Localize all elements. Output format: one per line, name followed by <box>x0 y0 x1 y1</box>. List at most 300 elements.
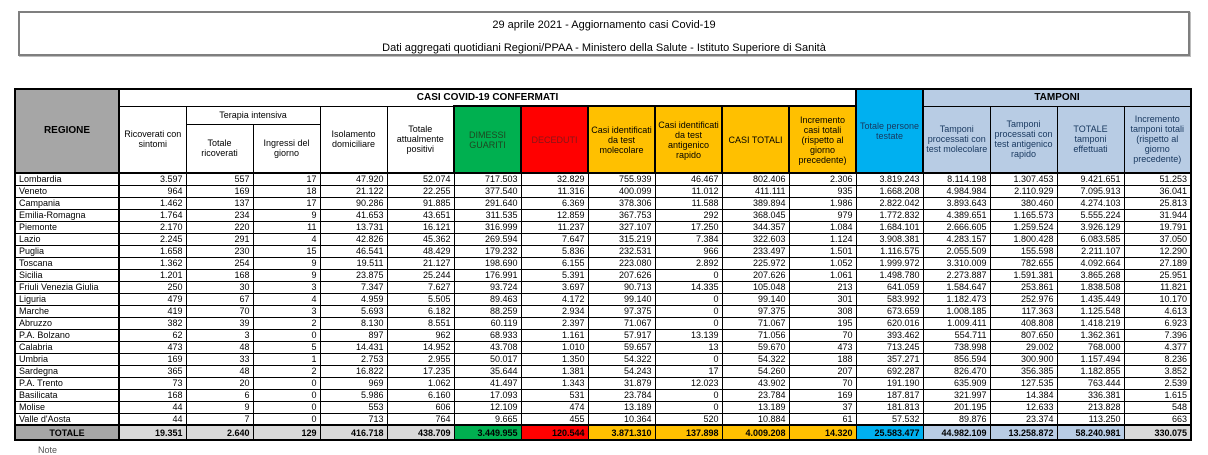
value-cell: 25.951 <box>1124 269 1191 281</box>
value-cell: 763.444 <box>1057 377 1124 389</box>
value-cell: 73 <box>119 377 186 389</box>
value-cell: 2.211.107 <box>1057 245 1124 257</box>
value-cell: 897 <box>320 329 387 341</box>
value-cell: 54.322 <box>588 353 655 365</box>
value-cell: 315.219 <box>588 233 655 245</box>
value-cell: 2.539 <box>1124 377 1191 389</box>
value-cell: 367.753 <box>588 209 655 221</box>
group-header-terapia-intensiva: Terapia intensiva <box>186 106 320 124</box>
value-cell: 641.059 <box>856 281 923 293</box>
title-box <box>18 11 1190 56</box>
value-cell: 5 <box>253 341 320 353</box>
value-cell: 23.784 <box>588 389 655 401</box>
report-subtitle: Dati aggregati quotidiani Regioni/PPAA - Ministero della Salute - Istituto Superiore di Sanità <box>382 42 826 54</box>
value-cell: 14.384 <box>990 389 1057 401</box>
value-cell: 356.385 <box>990 365 1057 377</box>
value-cell: 1.684.101 <box>856 221 923 233</box>
value-cell: 764 <box>387 413 454 425</box>
value-cell: 1.498.780 <box>856 269 923 281</box>
region-name: Abruzzo <box>15 317 119 329</box>
value-cell: 979 <box>789 209 856 221</box>
col-header-attualmente-positivi: Totale attualmente positivi <box>387 106 454 173</box>
table-row <box>15 413 1191 425</box>
value-cell: 2.753 <box>320 353 387 365</box>
table-row <box>15 185 1191 197</box>
table-body <box>15 173 1191 440</box>
value-cell: 8.236 <box>1124 353 1191 365</box>
value-cell: 97.375 <box>722 305 789 317</box>
value-cell: 11 <box>253 221 320 233</box>
value-cell: 1.116.575 <box>856 245 923 257</box>
value-cell: 0 <box>655 269 722 281</box>
totale-value-cell: 4.009.208 <box>722 425 789 440</box>
value-cell: 378.306 <box>588 197 655 209</box>
value-cell: 408.808 <box>990 317 1057 329</box>
value-cell: 3.310.009 <box>923 257 990 269</box>
value-cell: 4.092.664 <box>1057 257 1124 269</box>
value-cell: 311.535 <box>454 209 521 221</box>
value-cell: 962 <box>387 329 454 341</box>
value-cell: 344.357 <box>722 221 789 233</box>
value-cell: 11.821 <box>1124 281 1191 293</box>
totale-value-cell: 2.640 <box>186 425 253 440</box>
group-header-casi-confermati: CASI COVID-19 CONFERMATI <box>119 89 856 106</box>
value-cell: 3 <box>253 281 320 293</box>
value-cell: 48.429 <box>387 245 454 257</box>
value-cell: 1.161 <box>521 329 588 341</box>
value-cell: 5.986 <box>320 389 387 401</box>
value-cell: 54.260 <box>722 365 789 377</box>
value-cell: 30 <box>186 281 253 293</box>
totale-value-cell: 438.709 <box>387 425 454 440</box>
value-cell: 97.375 <box>588 305 655 317</box>
value-cell: 89.463 <box>454 293 521 305</box>
value-cell: 9.665 <box>454 413 521 425</box>
value-cell: 70 <box>186 305 253 317</box>
value-cell: 5.693 <box>320 305 387 317</box>
value-cell: 191.190 <box>856 377 923 389</box>
col-header-incremento-tamponi: Incremento tamponi totali (rispetto al giorno precedente) <box>1124 106 1191 173</box>
value-cell: 232.531 <box>588 245 655 257</box>
value-cell: 738.998 <box>923 341 990 353</box>
value-cell: 7.384 <box>655 233 722 245</box>
value-cell: 0 <box>253 389 320 401</box>
value-cell: 548 <box>1124 401 1191 413</box>
value-cell: 755.939 <box>588 173 655 185</box>
value-cell: 4.389.651 <box>923 209 990 221</box>
value-cell: 46.467 <box>655 173 722 185</box>
value-cell: 3 <box>186 329 253 341</box>
value-cell: 25.813 <box>1124 197 1191 209</box>
value-cell: 5.555.224 <box>1057 209 1124 221</box>
table-row <box>15 257 1191 269</box>
table-row <box>15 377 1191 389</box>
value-cell: 6.923 <box>1124 317 1191 329</box>
value-cell: 531 <box>521 389 588 401</box>
value-cell: 168 <box>186 269 253 281</box>
totale-value-cell: 13.258.872 <box>990 425 1057 440</box>
value-cell: 3.893.643 <box>923 197 990 209</box>
table-row <box>15 245 1191 257</box>
value-cell: 105.048 <box>722 281 789 293</box>
value-cell: 635.909 <box>923 377 990 389</box>
value-cell: 1.658 <box>119 245 186 257</box>
totale-value-cell: 25.583.477 <box>856 425 923 440</box>
value-cell: 198.690 <box>454 257 521 269</box>
value-cell: 9.421.651 <box>1057 173 1124 185</box>
value-cell: 1.182.855 <box>1057 365 1124 377</box>
region-name: P.A. Bolzano <box>15 329 119 341</box>
value-cell: 15 <box>253 245 320 257</box>
value-cell: 254 <box>186 257 253 269</box>
value-cell: 13 <box>655 341 722 353</box>
value-cell: 0 <box>655 317 722 329</box>
value-cell: 27.189 <box>1124 257 1191 269</box>
value-cell: 14.952 <box>387 341 454 353</box>
value-cell: 291 <box>186 233 253 245</box>
value-cell: 57.532 <box>856 413 923 425</box>
region-name: Sicilia <box>15 269 119 281</box>
value-cell: 5.836 <box>521 245 588 257</box>
table-row <box>15 233 1191 245</box>
value-cell: 33 <box>186 353 253 365</box>
value-cell: 70 <box>789 329 856 341</box>
value-cell: 36.041 <box>1124 185 1191 197</box>
value-cell: 620.016 <box>856 317 923 329</box>
value-cell: 673.659 <box>856 305 923 317</box>
value-cell: 357.271 <box>856 353 923 365</box>
value-cell: 14.431 <box>320 341 387 353</box>
value-cell: 67 <box>186 293 253 305</box>
value-cell: 9 <box>253 269 320 281</box>
value-cell: 2.055.509 <box>923 245 990 257</box>
value-cell: 583.992 <box>856 293 923 305</box>
value-cell: 11.012 <box>655 185 722 197</box>
region-name: Marche <box>15 305 119 317</box>
value-cell: 2.822.042 <box>856 197 923 209</box>
value-cell: 17 <box>253 197 320 209</box>
value-cell: 692.287 <box>856 365 923 377</box>
value-cell: 6.369 <box>521 197 588 209</box>
value-cell: 16.121 <box>387 221 454 233</box>
value-cell: 89.876 <box>923 413 990 425</box>
value-cell: 21.127 <box>387 257 454 269</box>
value-cell: 966 <box>655 245 722 257</box>
value-cell: 117.363 <box>990 305 1057 317</box>
value-cell: 234 <box>186 209 253 221</box>
value-cell: 3.597 <box>119 173 186 185</box>
region-name: Piemonte <box>15 221 119 233</box>
value-cell: 60.119 <box>454 317 521 329</box>
value-cell: 23.875 <box>320 269 387 281</box>
value-cell: 10.884 <box>722 413 789 425</box>
value-cell: 8.114.198 <box>923 173 990 185</box>
value-cell: 1.343 <box>521 377 588 389</box>
value-cell: 1.010 <box>521 341 588 353</box>
value-cell: 8.551 <box>387 317 454 329</box>
value-cell: 1.157.494 <box>1057 353 1124 365</box>
value-cell: 606 <box>387 401 454 413</box>
col-header-totale-ricoverati: Totale ricoverati <box>186 124 253 173</box>
value-cell: 48 <box>186 365 253 377</box>
covid-table <box>14 88 1192 441</box>
region-name: Lombardia <box>15 173 119 185</box>
value-cell: 1.182.473 <box>923 293 990 305</box>
value-cell: 3.819.243 <box>856 173 923 185</box>
value-cell: 4.959 <box>320 293 387 305</box>
value-cell: 91.885 <box>387 197 454 209</box>
value-cell: 0 <box>253 413 320 425</box>
value-cell: 10.170 <box>1124 293 1191 305</box>
value-cell: 4.283.157 <box>923 233 990 245</box>
value-cell: 35.644 <box>454 365 521 377</box>
value-cell: 3.926.129 <box>1057 221 1124 233</box>
value-cell: 1.124 <box>789 233 856 245</box>
value-cell: 17.093 <box>454 389 521 401</box>
totale-value-cell: 120.544 <box>521 425 588 440</box>
value-cell: 41.653 <box>320 209 387 221</box>
value-cell: 220 <box>186 221 253 233</box>
value-cell: 45.362 <box>387 233 454 245</box>
value-cell: 187.817 <box>856 389 923 401</box>
value-cell: 269.594 <box>454 233 521 245</box>
value-cell: 230 <box>186 245 253 257</box>
value-cell: 0 <box>253 401 320 413</box>
value-cell: 3.865.268 <box>1057 269 1124 281</box>
value-cell: 0 <box>655 305 722 317</box>
region-name: Puglia <box>15 245 119 257</box>
value-cell: 90.713 <box>588 281 655 293</box>
value-cell: 969 <box>320 377 387 389</box>
value-cell: 168 <box>119 389 186 401</box>
region-name: Liguria <box>15 293 119 305</box>
value-cell: 31.944 <box>1124 209 1191 221</box>
value-cell: 321.997 <box>923 389 990 401</box>
value-cell: 1.764 <box>119 209 186 221</box>
value-cell: 137 <box>186 197 253 209</box>
totale-value-cell: 137.898 <box>655 425 722 440</box>
value-cell: 99.140 <box>722 293 789 305</box>
value-cell: 316.999 <box>454 221 521 233</box>
value-cell: 61 <box>789 413 856 425</box>
value-cell: 7.647 <box>521 233 588 245</box>
table-row <box>15 269 1191 281</box>
value-cell: 6.160 <box>387 389 454 401</box>
value-cell: 39 <box>186 317 253 329</box>
value-cell: 48 <box>186 341 253 353</box>
value-cell: 336.381 <box>1057 389 1124 401</box>
value-cell: 4.274.103 <box>1057 197 1124 209</box>
value-cell: 1.062 <box>387 377 454 389</box>
value-cell: 4 <box>253 233 320 245</box>
col-header-tamponi-antigenico: Tamponi processati con test antigenico rapido <box>990 106 1057 173</box>
value-cell: 1.125.548 <box>1057 305 1124 317</box>
value-cell: 31.879 <box>588 377 655 389</box>
value-cell: 713.245 <box>856 341 923 353</box>
value-cell: 90.286 <box>320 197 387 209</box>
value-cell: 37.050 <box>1124 233 1191 245</box>
value-cell: 1.362.361 <box>1057 329 1124 341</box>
region-name: Molise <box>15 401 119 413</box>
col-header-incremento-casi: Incremento casi totali (rispetto al giorno precedente) <box>789 106 856 173</box>
value-cell: 473 <box>119 341 186 353</box>
value-cell: 6.083.585 <box>1057 233 1124 245</box>
value-cell: 17.250 <box>655 221 722 233</box>
value-cell: 62 <box>119 329 186 341</box>
value-cell: 455 <box>521 413 588 425</box>
value-cell: 8.130 <box>320 317 387 329</box>
value-cell: 7.095.913 <box>1057 185 1124 197</box>
value-cell: 99.140 <box>588 293 655 305</box>
value-cell: 2.934 <box>521 305 588 317</box>
value-cell: 51.253 <box>1124 173 1191 185</box>
value-cell: 233.497 <box>722 245 789 257</box>
value-cell: 2 <box>253 365 320 377</box>
value-cell: 169 <box>789 389 856 401</box>
table-row <box>15 317 1191 329</box>
value-cell: 207 <box>789 365 856 377</box>
value-cell: 59.670 <box>722 341 789 353</box>
table-row <box>15 341 1191 353</box>
value-cell: 1.307.453 <box>990 173 1057 185</box>
value-cell: 223.080 <box>588 257 655 269</box>
value-cell: 43.902 <box>722 377 789 389</box>
value-cell: 44 <box>119 413 186 425</box>
value-cell: 13.189 <box>588 401 655 413</box>
value-cell: 964 <box>119 185 186 197</box>
region-name: Basilicata <box>15 389 119 401</box>
value-cell: 1.362 <box>119 257 186 269</box>
value-cell: 479 <box>119 293 186 305</box>
totale-value-cell: 3.449.955 <box>454 425 521 440</box>
value-cell: 71.056 <box>722 329 789 341</box>
value-cell: 4.172 <box>521 293 588 305</box>
value-cell: 6.182 <box>387 305 454 317</box>
value-cell: 292 <box>655 209 722 221</box>
value-cell: 2.955 <box>387 353 454 365</box>
value-cell: 59.657 <box>588 341 655 353</box>
value-cell: 252.976 <box>990 293 1057 305</box>
value-cell: 327.107 <box>588 221 655 233</box>
value-cell: 301 <box>789 293 856 305</box>
value-cell: 11.588 <box>655 197 722 209</box>
value-cell: 4.377 <box>1124 341 1191 353</box>
value-cell: 3.697 <box>521 281 588 293</box>
totale-value-cell: 416.718 <box>320 425 387 440</box>
group-header-tamponi: TAMPONI <box>923 89 1191 106</box>
col-header-casi-antigenico: Casi identificati da test antigenico rapido <box>655 106 722 173</box>
value-cell: 713 <box>320 413 387 425</box>
value-cell: 4.613 <box>1124 305 1191 317</box>
col-header-casi-totali: CASI TOTALI <box>722 106 789 173</box>
value-cell: 802.406 <box>722 173 789 185</box>
value-cell: 14.335 <box>655 281 722 293</box>
value-cell: 1.009.411 <box>923 317 990 329</box>
value-cell: 1.800.428 <box>990 233 1057 245</box>
value-cell: 20 <box>186 377 253 389</box>
value-cell: 11.237 <box>521 221 588 233</box>
value-cell: 2.245 <box>119 233 186 245</box>
value-cell: 213 <box>789 281 856 293</box>
value-cell: 225.972 <box>722 257 789 269</box>
totale-value-cell: 3.871.310 <box>588 425 655 440</box>
value-cell: 1.435.449 <box>1057 293 1124 305</box>
value-cell: 9 <box>253 209 320 221</box>
value-cell: 291.640 <box>454 197 521 209</box>
table-row <box>15 329 1191 341</box>
value-cell: 10.364 <box>588 413 655 425</box>
value-cell: 308 <box>789 305 856 317</box>
value-cell: 2.306 <box>789 173 856 185</box>
value-cell: 37 <box>789 401 856 413</box>
value-cell: 322.603 <box>722 233 789 245</box>
value-cell: 188 <box>789 353 856 365</box>
value-cell: 5.505 <box>387 293 454 305</box>
value-cell: 207.626 <box>588 269 655 281</box>
value-cell: 7.347 <box>320 281 387 293</box>
value-cell: 52.074 <box>387 173 454 185</box>
value-cell: 389.894 <box>722 197 789 209</box>
value-cell: 23.784 <box>722 389 789 401</box>
value-cell: 70 <box>789 377 856 389</box>
value-cell: 7.627 <box>387 281 454 293</box>
value-cell: 68.933 <box>454 329 521 341</box>
value-cell: 17 <box>655 365 722 377</box>
value-cell: 23.374 <box>990 413 1057 425</box>
value-cell: 1 <box>253 353 320 365</box>
value-cell: 1.259.524 <box>990 221 1057 233</box>
value-cell: 382 <box>119 317 186 329</box>
table-row <box>15 401 1191 413</box>
value-cell: 1.008.185 <box>923 305 990 317</box>
value-cell: 0 <box>655 401 722 413</box>
value-cell: 201.195 <box>923 401 990 413</box>
table-row <box>15 293 1191 305</box>
value-cell: 300.900 <box>990 353 1057 365</box>
col-header-regione: REGIONE <box>15 89 119 173</box>
value-cell: 6 <box>186 389 253 401</box>
value-cell: 176.991 <box>454 269 521 281</box>
value-cell: 13.731 <box>320 221 387 233</box>
totale-value-cell: 58.240.981 <box>1057 425 1124 440</box>
value-cell: 2.170 <box>119 221 186 233</box>
value-cell: 2.397 <box>521 317 588 329</box>
value-cell: 782.655 <box>990 257 1057 269</box>
col-header-persone-testate: Totale persone testate <box>856 89 923 173</box>
value-cell: 41.497 <box>454 377 521 389</box>
value-cell: 207.626 <box>722 269 789 281</box>
region-name: Campania <box>15 197 119 209</box>
value-cell: 0 <box>655 353 722 365</box>
region-name: Emilia-Romagna <box>15 209 119 221</box>
value-cell: 46.541 <box>320 245 387 257</box>
value-cell: 553 <box>320 401 387 413</box>
value-cell: 1.381 <box>521 365 588 377</box>
value-cell: 411.111 <box>722 185 789 197</box>
region-name: Calabria <box>15 341 119 353</box>
value-cell: 1.052 <box>789 257 856 269</box>
value-cell: 12.633 <box>990 401 1057 413</box>
table-row <box>15 173 1191 185</box>
value-cell: 663 <box>1124 413 1191 425</box>
value-cell: 768.000 <box>1057 341 1124 353</box>
value-cell: 365 <box>119 365 186 377</box>
value-cell: 1.501 <box>789 245 856 257</box>
value-cell: 1.201 <box>119 269 186 281</box>
value-cell: 1.668.208 <box>856 185 923 197</box>
value-cell: 253.861 <box>990 281 1057 293</box>
value-cell: 520 <box>655 413 722 425</box>
